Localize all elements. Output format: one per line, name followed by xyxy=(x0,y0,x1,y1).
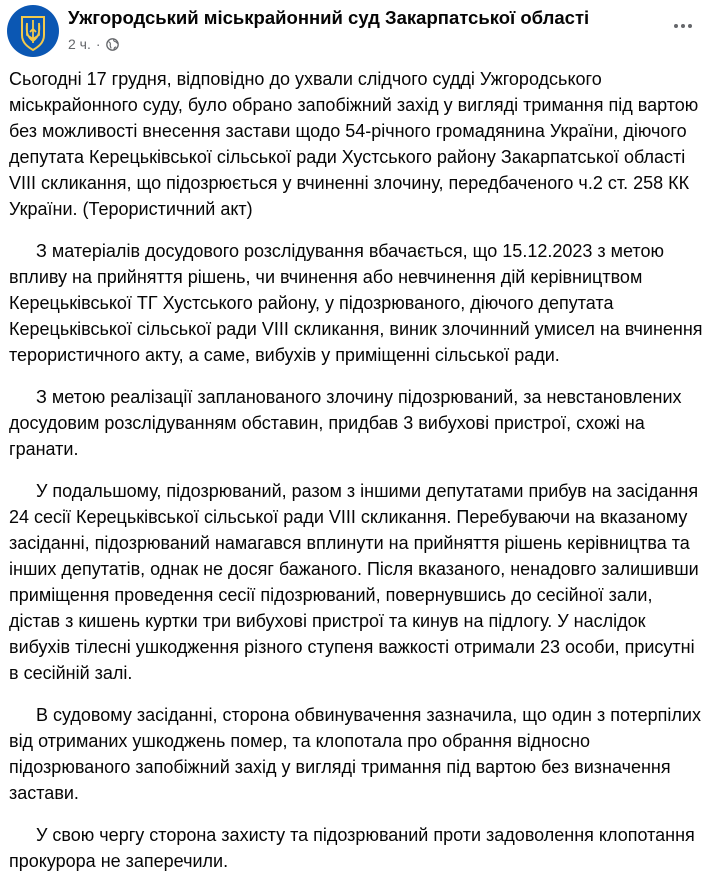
post-paragraph-3: З метою реалізації запланованого злочину підозрюваний, за невстановлених досудовим розслідуванням обставин, придбав 3 вибухові пристрої, схожі на гранати. xyxy=(9,387,682,459)
page-name-link[interactable]: Ужгородський міськрайонний суд Закарпатської області xyxy=(68,7,590,28)
post-paragraph-5: В судовому засіданні, сторона обвинувачення зазначила, що один з потерпілих від отриманих ушкоджень помер, та клопотала про обрання відносно підозрюваного запобіжний захід у вигляді тримання під вартою без визначення застави. xyxy=(9,705,701,803)
more-options-button[interactable] xyxy=(668,14,698,38)
post-paragraph-4: У подальшому, підозрюваний, разом з іншими депутатами прибув на засідання 24 сесії Керецьківської сільської ради VIII скликання. Перебуваючи на вказаному засіданні, підозрюваний намагався вплинути на прийняття рішень керівництва та інших депутатів, однак не досяг бажаного. Після вказаного, ненадовго залишивши приміщення проведення сесії підозрюваний, повернувшись до сесійної зали, дістав з кишень куртки три вибухові пристрої та кинув на підлогу. У наслідок вибухів тілесні ушкодження різного ступеня важкості отримали 23 особи, присутні в сесійній залі. xyxy=(9,481,699,683)
post-paragraph-2: З матеріалів досудового розслідування вбачається, що 15.12.2023 з метою впливу на прийняття рішень, чи вчинення або невчинення дій керівництвом Керецьківської ТГ Хустського району, у підозрюваного, діючого депутата Керецьківської сільської ради VIII скликання, виник злочинний умисел на вчинення терористичного акту, а саме, вибухів у приміщенні сільської ради. xyxy=(9,241,703,365)
more-dots-icon xyxy=(681,24,685,28)
globe-icon[interactable] xyxy=(106,38,119,51)
post-timestamp[interactable]: 2 ч. xyxy=(68,36,91,52)
more-dots-icon xyxy=(674,24,678,28)
post-text xyxy=(9,66,703,890)
post-paragraph-1: Сьогодні 17 грудня, відповідно до ухвали слідчого судді Ужгородського міськрайонного суду, було обрано запобіжний захід у вигляді тримання під вартою без можливості внесення застави щодо 54-річного громадянина України, діючого депутата Керецьківської сільської ради Хустського району Закарпатської області VIII скликання, що підозрюється у вчиненні злочину, передбаченого ч.2 ст. 258 КК України. (Терористичний акт) xyxy=(9,69,699,219)
meta-separator: · xyxy=(95,36,101,52)
more-dots-icon xyxy=(688,24,692,28)
post-header xyxy=(0,0,707,62)
post-paragraph-6: У свою чергу сторона захисту та підозрюваний проти задоволення клопотання прокурора не заперечили. xyxy=(9,825,695,871)
post-meta xyxy=(68,36,119,52)
ukraine-coat-of-arms-icon xyxy=(7,5,59,57)
page-avatar[interactable] xyxy=(7,5,59,57)
